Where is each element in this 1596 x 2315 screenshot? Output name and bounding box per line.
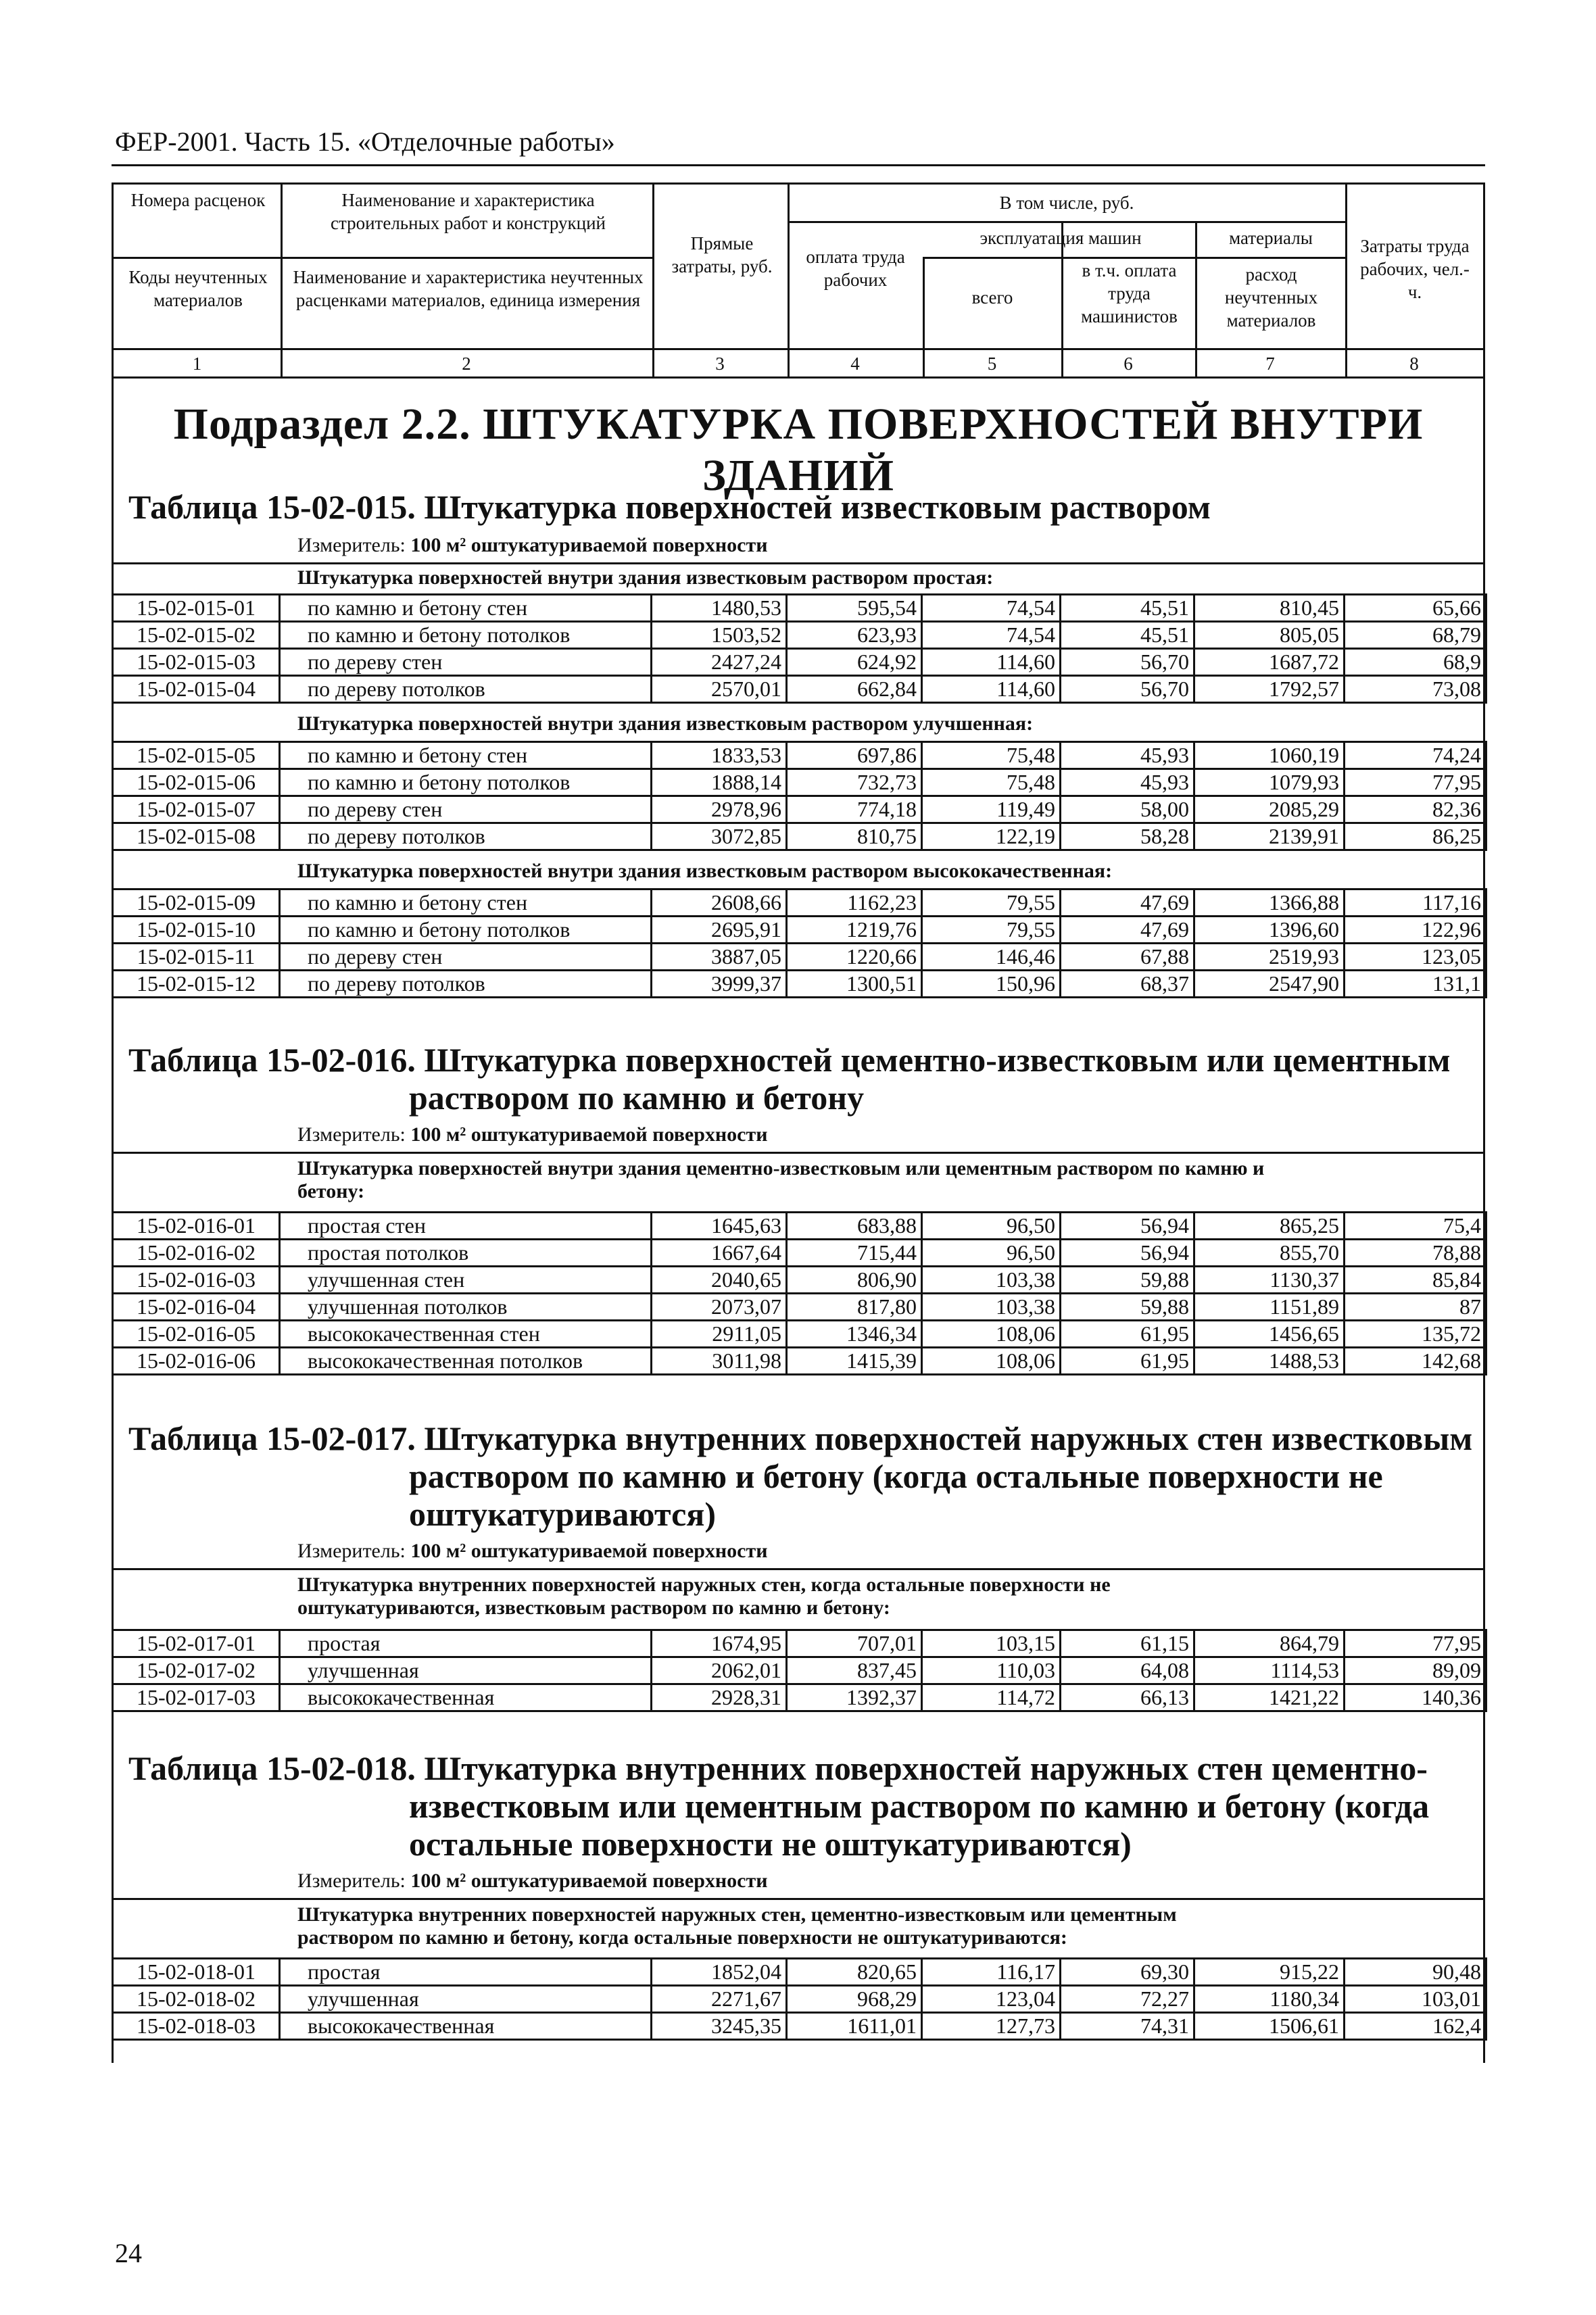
measure-rule <box>112 562 1485 564</box>
rate-code-cell: 15-02-016-01 <box>113 1213 280 1240</box>
direct-costs-cell: 2271,67 <box>652 1986 787 2013</box>
work-name-cell: высококачественная потолков <box>280 1348 652 1375</box>
direct-costs-cell: 2608,66 <box>652 890 787 917</box>
table-title-cont: раствором по камню и бетону (когда остальные поверхности не <box>409 1457 1383 1495</box>
machines-total-cell: 103,38 <box>922 1294 1061 1321</box>
materials-cost-cell: 864,79 <box>1194 1630 1345 1657</box>
subsection-title: Подраздел 2.2. ШТУКАТУРКА ПОВЕРХНОСТЕЙ ВНУТРИ ЗДАНИЙ <box>173 399 1424 500</box>
labor-hours-cell: 122,96 <box>1345 917 1486 944</box>
hdr-material-codes: Коды неучтенных материалов <box>128 267 268 310</box>
rate-code-cell: 15-02-016-04 <box>113 1294 280 1321</box>
operator-pay-cell: 47,69 <box>1061 890 1194 917</box>
rate-code-cell: 15-02-015-12 <box>113 971 280 998</box>
rate-code-cell: 15-02-017-02 <box>113 1657 280 1684</box>
hdr-machine-operation: эксплуатация машин <box>980 228 1142 248</box>
table-row <box>113 917 1486 944</box>
direct-costs-cell: 3011,98 <box>652 1348 787 1375</box>
work-name-cell: улучшенная стен <box>280 1267 652 1294</box>
operator-pay-cell: 58,28 <box>1061 823 1194 850</box>
worker-pay-cell: 662,84 <box>787 676 922 703</box>
direct-costs-cell: 3999,37 <box>652 971 787 998</box>
work-name-cell: по камню и бетону потолков <box>280 622 652 649</box>
measure-unit: 100 м² оштукатуриваемой поверхности <box>410 1870 768 1892</box>
measure-prefix: Измеритель: <box>297 1123 411 1146</box>
work-name-cell: по камню и бетону стен <box>280 890 652 917</box>
worker-pay-cell: 707,01 <box>787 1630 922 1657</box>
materials-cost-cell: 1792,57 <box>1194 676 1345 703</box>
worker-pay-cell: 732,73 <box>787 769 922 796</box>
work-name-cell: улучшенная <box>280 1657 652 1684</box>
machines-total-cell: 79,55 <box>922 890 1061 917</box>
measure-rule <box>112 1152 1485 1154</box>
table-row <box>113 1213 1486 1240</box>
table-row <box>113 796 1486 823</box>
direct-costs-cell: 2570,01 <box>652 676 787 703</box>
hdr-worker-pay: оплата труда рабочих <box>806 247 905 290</box>
labor-hours-cell: 85,84 <box>1345 1267 1486 1294</box>
table-row <box>113 1684 1486 1711</box>
hdr-operator-pay: в т.ч. оплата труда машинистов <box>1081 260 1178 326</box>
direct-costs-cell: 1833,53 <box>652 742 787 769</box>
direct-costs-cell: 2978,96 <box>652 796 787 823</box>
operator-pay-cell: 61,15 <box>1061 1630 1194 1657</box>
hdr-rule <box>788 221 1345 223</box>
labor-hours-cell: 135,72 <box>1345 1321 1486 1348</box>
page-number: 24 <box>115 2238 142 2268</box>
materials-cost-cell: 1180,34 <box>1194 1986 1345 2013</box>
work-name-cell: простая <box>280 1959 652 1986</box>
labor-hours-cell: 77,95 <box>1345 769 1486 796</box>
materials-cost-cell: 1151,89 <box>1194 1294 1345 1321</box>
hdr-rule <box>114 257 652 259</box>
hdr-materials-consumption: расход неучтенных материалов <box>1224 264 1318 331</box>
table-row <box>113 1240 1486 1267</box>
hdr-col-num: 6 <box>1123 354 1133 374</box>
materials-cost-cell: 1396,60 <box>1194 917 1345 944</box>
running-head-rule <box>112 164 1485 166</box>
table-title-cont: остальные поверхности не оштукатуриваются) <box>409 1825 1132 1863</box>
hdr-col-num: 3 <box>715 354 725 374</box>
direct-costs-cell: 1667,64 <box>652 1240 787 1267</box>
operator-pay-cell: 61,95 <box>1061 1348 1194 1375</box>
materials-cost-cell: 2519,93 <box>1194 944 1345 971</box>
table-row <box>113 769 1486 796</box>
measure-prefix: Измеритель: <box>297 1870 411 1892</box>
machines-total-cell: 96,50 <box>922 1213 1061 1240</box>
machines-total-cell: 114,60 <box>922 649 1061 676</box>
worker-pay-cell: 715,44 <box>787 1240 922 1267</box>
machines-total-cell: 123,04 <box>922 1986 1061 2013</box>
hdr-col-num: 1 <box>192 354 202 374</box>
operator-pay-cell: 72,27 <box>1061 1986 1194 2013</box>
direct-costs-cell: 3245,35 <box>652 2013 787 2040</box>
machines-total-cell: 108,06 <box>922 1348 1061 1375</box>
table-row <box>113 1348 1486 1375</box>
measure-line <box>297 534 768 557</box>
direct-costs-cell: 2062,01 <box>652 1657 787 1684</box>
work-name-cell: по дереву потолков <box>280 823 652 850</box>
worker-pay-cell: 1392,37 <box>787 1684 922 1711</box>
rates-table <box>112 741 1487 851</box>
hdr-col-num: 5 <box>987 354 997 374</box>
measure-line <box>297 1540 768 1563</box>
direct-costs-cell: 2427,24 <box>652 649 787 676</box>
labor-hours-cell: 103,01 <box>1345 1986 1486 2013</box>
table-row <box>113 1657 1486 1684</box>
machines-total-cell: 119,49 <box>922 796 1061 823</box>
materials-cost-cell: 855,70 <box>1194 1240 1345 1267</box>
direct-costs-cell: 1480,53 <box>652 595 787 622</box>
table-row <box>113 1294 1486 1321</box>
worker-pay-cell: 968,29 <box>787 1986 922 2013</box>
materials-cost-cell: 915,22 <box>1194 1959 1345 1986</box>
operator-pay-cell: 69,30 <box>1061 1959 1194 1986</box>
operator-pay-cell: 56,70 <box>1061 649 1194 676</box>
labor-hours-cell: 68,79 <box>1345 622 1486 649</box>
rate-code-cell: 15-02-018-02 <box>113 1986 280 2013</box>
operator-pay-cell: 45,93 <box>1061 742 1194 769</box>
group-heading: Штукатурка поверхностей внутри здания известковым раствором улучшенная: <box>297 712 1034 735</box>
measure-unit: 100 м² оштукатуриваемой поверхности <box>410 1540 768 1562</box>
direct-costs-cell: 2911,05 <box>652 1321 787 1348</box>
work-name-cell: по дереву стен <box>280 796 652 823</box>
table-row <box>113 971 1486 998</box>
materials-cost-cell: 2139,91 <box>1194 823 1345 850</box>
hdr-rule <box>1195 257 1345 259</box>
machines-total-cell: 114,60 <box>922 676 1061 703</box>
hdr-labor-costs: Затраты труда рабочих, чел.-ч. <box>1360 236 1470 302</box>
labor-hours-cell: 74,24 <box>1345 742 1486 769</box>
rates-table <box>112 888 1487 998</box>
rate-code-cell: 15-02-018-01 <box>113 1959 280 1986</box>
operator-pay-cell: 56,70 <box>1061 676 1194 703</box>
machines-total-cell: 127,73 <box>922 2013 1061 2040</box>
table-row <box>113 595 1486 622</box>
materials-cost-cell: 1488,53 <box>1194 1348 1345 1375</box>
work-name-cell: по камню и бетону стен <box>280 595 652 622</box>
work-name-cell: по дереву потолков <box>280 676 652 703</box>
labor-hours-cell: 82,36 <box>1345 796 1486 823</box>
rate-code-cell: 15-02-015-07 <box>113 796 280 823</box>
direct-costs-cell: 1645,63 <box>652 1213 787 1240</box>
table-row <box>113 823 1486 850</box>
table-title: Таблица 15-02-015. Штукатурка поверхностей известковым раствором <box>128 488 1211 526</box>
table-row <box>113 1959 1486 1986</box>
labor-hours-cell: 73,08 <box>1345 676 1486 703</box>
worker-pay-cell: 774,18 <box>787 796 922 823</box>
materials-cost-cell: 805,05 <box>1194 622 1345 649</box>
operator-pay-cell: 58,00 <box>1061 796 1194 823</box>
hdr-work-name: Наименование и характеристика строительных работ и конструкций <box>330 190 606 233</box>
worker-pay-cell: 1220,66 <box>787 944 922 971</box>
machines-total-cell: 75,48 <box>922 769 1061 796</box>
machines-total-cell: 79,55 <box>922 917 1061 944</box>
operator-pay-cell: 66,13 <box>1061 1684 1194 1711</box>
rates-table <box>112 593 1487 704</box>
rate-code-cell: 15-02-018-03 <box>113 2013 280 2040</box>
hdr-col-num: 7 <box>1265 354 1275 374</box>
labor-hours-cell: 75,4 <box>1345 1213 1486 1240</box>
machines-total-cell: 103,38 <box>922 1267 1061 1294</box>
hdr-col-num: 4 <box>850 354 860 374</box>
table-title-cont: раствором по камню и бетону <box>409 1079 865 1117</box>
work-name-cell: высококачественная <box>280 2013 652 2040</box>
rate-code-cell: 15-02-015-06 <box>113 769 280 796</box>
rate-code-cell: 15-02-015-10 <box>113 917 280 944</box>
table-row <box>113 649 1486 676</box>
machines-total-cell: 110,03 <box>922 1657 1061 1684</box>
labor-hours-cell: 90,48 <box>1345 1959 1486 1986</box>
direct-costs-cell: 1888,14 <box>652 769 787 796</box>
rate-code-cell: 15-02-016-02 <box>113 1240 280 1267</box>
machines-total-cell: 103,15 <box>922 1630 1061 1657</box>
labor-hours-cell: 77,95 <box>1345 1630 1486 1657</box>
worker-pay-cell: 683,88 <box>787 1213 922 1240</box>
operator-pay-cell: 56,94 <box>1061 1213 1194 1240</box>
materials-cost-cell: 1506,61 <box>1194 2013 1345 2040</box>
labor-hours-cell: 89,09 <box>1345 1657 1486 1684</box>
machines-total-cell: 146,46 <box>922 944 1061 971</box>
materials-cost-cell: 1687,72 <box>1194 649 1345 676</box>
hdr-machines-total: всего <box>971 287 1013 308</box>
group-heading: Штукатурка поверхностей внутри здания известковым раствором высококачественная: <box>297 860 1113 882</box>
hdr-col-num: 2 <box>462 354 471 374</box>
materials-cost-cell: 1130,37 <box>1194 1267 1345 1294</box>
direct-costs-cell: 3072,85 <box>652 823 787 850</box>
measure-unit: 100 м² оштукатуриваемой поверхности <box>410 534 768 556</box>
table-row <box>113 2013 1486 2040</box>
labor-hours-cell: 65,66 <box>1345 595 1486 622</box>
direct-costs-cell: 1503,52 <box>652 622 787 649</box>
measure-line <box>297 1870 768 1893</box>
worker-pay-cell: 1611,01 <box>787 2013 922 2040</box>
running-head: ФЕР-2001. Часть 15. «Отделочные работы» <box>115 126 615 157</box>
direct-costs-cell: 2040,65 <box>652 1267 787 1294</box>
table-row <box>113 1986 1486 2013</box>
work-name-cell: улучшенная потолков <box>280 1294 652 1321</box>
measure-prefix: Измеритель: <box>297 534 411 556</box>
operator-pay-cell: 59,88 <box>1061 1267 1194 1294</box>
table-row <box>113 890 1486 917</box>
measure-line <box>297 1123 768 1146</box>
rate-code-cell: 15-02-016-03 <box>113 1267 280 1294</box>
worker-pay-cell: 1219,76 <box>787 917 922 944</box>
rate-code-cell: 15-02-015-05 <box>113 742 280 769</box>
table-title: Таблица 15-02-018. Штукатурка внутренних поверхностей наружных стен цементно- <box>128 1749 1428 1787</box>
labor-hours-cell: 68,9 <box>1345 649 1486 676</box>
hdr-direct-costs: Прямые затраты, руб. <box>671 233 773 276</box>
materials-cost-cell: 2547,90 <box>1194 971 1345 998</box>
table-row <box>113 1267 1486 1294</box>
labor-hours-cell: 117,16 <box>1345 890 1486 917</box>
group-heading-line: бетону: <box>297 1180 365 1202</box>
machines-total-cell: 74,54 <box>922 595 1061 622</box>
table-row <box>113 1321 1486 1348</box>
hdr-rate-numbers: Номера расценок <box>130 190 266 210</box>
labor-hours-cell: 87 <box>1345 1294 1486 1321</box>
worker-pay-cell: 697,86 <box>787 742 922 769</box>
machines-total-cell: 122,19 <box>922 823 1061 850</box>
rate-code-cell: 15-02-015-02 <box>113 622 280 649</box>
worker-pay-cell: 624,92 <box>787 649 922 676</box>
materials-cost-cell: 1079,93 <box>1194 769 1345 796</box>
worker-pay-cell: 817,80 <box>787 1294 922 1321</box>
worker-pay-cell: 810,75 <box>787 823 922 850</box>
operator-pay-cell: 45,51 <box>1061 595 1194 622</box>
rate-code-cell: 15-02-016-06 <box>113 1348 280 1375</box>
table-title-cont: известковым или цементным раствором по камню и бетону (когда <box>409 1787 1430 1825</box>
worker-pay-cell: 595,54 <box>787 595 922 622</box>
operator-pay-cell: 56,94 <box>1061 1240 1194 1267</box>
labor-hours-cell: 131,1 <box>1345 971 1486 998</box>
work-name-cell: по дереву стен <box>280 944 652 971</box>
table-row <box>113 676 1486 703</box>
work-name-cell: улучшенная <box>280 1986 652 2013</box>
rate-code-cell: 15-02-015-01 <box>113 595 280 622</box>
materials-cost-cell: 1456,65 <box>1194 1321 1345 1348</box>
materials-cost-cell: 1060,19 <box>1194 742 1345 769</box>
worker-pay-cell: 623,93 <box>787 622 922 649</box>
hdr-col-num: 8 <box>1409 354 1419 374</box>
direct-costs-cell: 1674,95 <box>652 1630 787 1657</box>
group-heading-line: раствором по камню и бетону, когда остальные поверхности не оштукатуриваются: <box>297 1926 1067 1949</box>
table-row <box>113 622 1486 649</box>
rates-table <box>112 1629 1487 1712</box>
work-name-cell: по камню и бетону стен <box>280 742 652 769</box>
column-header <box>112 182 1485 379</box>
machines-total-cell: 114,72 <box>922 1684 1061 1711</box>
measure-rule <box>112 1898 1485 1900</box>
direct-costs-cell: 2928,31 <box>652 1684 787 1711</box>
worker-pay-cell: 806,90 <box>787 1267 922 1294</box>
machines-total-cell: 150,96 <box>922 971 1061 998</box>
work-name-cell: по камню и бетону потолков <box>280 769 652 796</box>
direct-costs-cell: 1852,04 <box>652 1959 787 1986</box>
operator-pay-cell: 68,37 <box>1061 971 1194 998</box>
measure-rule <box>112 1568 1485 1570</box>
labor-hours-cell: 142,68 <box>1345 1348 1486 1375</box>
direct-costs-cell: 2695,91 <box>652 917 787 944</box>
worker-pay-cell: 820,65 <box>787 1959 922 1986</box>
rate-code-cell: 15-02-015-11 <box>113 944 280 971</box>
table-title: Таблица 15-02-017. Штукатурка внутренних поверхностей наружных стен известковым <box>128 1419 1473 1457</box>
worker-pay-cell: 837,45 <box>787 1657 922 1684</box>
operator-pay-cell: 74,31 <box>1061 2013 1194 2040</box>
labor-hours-cell: 123,05 <box>1345 944 1486 971</box>
operator-pay-cell: 64,08 <box>1061 1657 1194 1684</box>
worker-pay-cell: 1162,23 <box>787 890 922 917</box>
machines-total-cell: 108,06 <box>922 1321 1061 1348</box>
group-heading: Штукатурка поверхностей внутри здания известковым раствором простая: <box>297 566 994 589</box>
rate-code-cell: 15-02-017-01 <box>113 1630 280 1657</box>
materials-cost-cell: 1421,22 <box>1194 1684 1345 1711</box>
operator-pay-cell: 45,51 <box>1061 622 1194 649</box>
direct-costs-cell: 3887,05 <box>652 944 787 971</box>
direct-costs-cell: 2073,07 <box>652 1294 787 1321</box>
work-name-cell: простая <box>280 1630 652 1657</box>
materials-cost-cell: 1366,88 <box>1194 890 1345 917</box>
rate-code-cell: 15-02-015-09 <box>113 890 280 917</box>
table-row <box>113 944 1486 971</box>
worker-pay-cell: 1415,39 <box>787 1348 922 1375</box>
work-name-cell: простая потолков <box>280 1240 652 1267</box>
operator-pay-cell: 45,93 <box>1061 769 1194 796</box>
group-heading-line: Штукатурка поверхностей внутри здания цементно-известковым или цементным раствором по камню и <box>297 1157 1265 1179</box>
labor-hours-cell: 162,4 <box>1345 2013 1486 2040</box>
table-row <box>113 742 1486 769</box>
table-title-cont: оштукатуриваются) <box>409 1495 717 1533</box>
machines-total-cell: 96,50 <box>922 1240 1061 1267</box>
machines-total-cell: 74,54 <box>922 622 1061 649</box>
work-name-cell: высококачественная <box>280 1684 652 1711</box>
group-heading-line: Штукатурка внутренних поверхностей наружных стен, цементно-известковым или цементным <box>297 1903 1177 1926</box>
labor-hours-cell: 86,25 <box>1345 823 1486 850</box>
materials-cost-cell: 810,45 <box>1194 595 1345 622</box>
worker-pay-cell: 1300,51 <box>787 971 922 998</box>
hdr-materials: материалы <box>1229 228 1313 248</box>
table-row <box>113 1630 1486 1657</box>
operator-pay-cell: 61,95 <box>1061 1321 1194 1348</box>
hdr-rule <box>114 348 1483 350</box>
work-name-cell: высококачественная стен <box>280 1321 652 1348</box>
rates-table <box>112 1211 1487 1375</box>
work-name-cell: по камню и бетону потолков <box>280 917 652 944</box>
rate-code-cell: 15-02-015-08 <box>113 823 280 850</box>
operator-pay-cell: 67,88 <box>1061 944 1194 971</box>
group-heading-line: Штукатурка внутренних поверхностей наружных стен, когда остальные поверхности не <box>297 1574 1111 1596</box>
rate-code-cell: 15-02-015-03 <box>113 649 280 676</box>
machines-total-cell: 75,48 <box>922 742 1061 769</box>
group-heading <box>297 1574 1474 1619</box>
group-heading <box>297 1157 1474 1203</box>
hdr-including: В том числе, руб. <box>999 193 1134 213</box>
worker-pay-cell: 1346,34 <box>787 1321 922 1348</box>
work-name-cell: по дереву стен <box>280 649 652 676</box>
labor-hours-cell: 78,88 <box>1345 1240 1486 1267</box>
rate-code-cell: 15-02-015-04 <box>113 676 280 703</box>
rates-table <box>112 1957 1487 2041</box>
group-heading-line: оштукатуриваются, известковым раствором по камню и бетону: <box>297 1597 890 1619</box>
work-name-cell: простая стен <box>280 1213 652 1240</box>
group-heading <box>297 1903 1474 1949</box>
rate-code-cell: 15-02-017-03 <box>113 1684 280 1711</box>
materials-cost-cell: 865,25 <box>1194 1213 1345 1240</box>
materials-cost-cell: 2085,29 <box>1194 796 1345 823</box>
hdr-material-name: Наименование и характеристика неучтенных расценками материалов, единица измерения <box>293 267 644 310</box>
materials-cost-cell: 1114,53 <box>1194 1657 1345 1684</box>
labor-hours-cell: 140,36 <box>1345 1684 1486 1711</box>
operator-pay-cell: 47,69 <box>1061 917 1194 944</box>
work-name-cell: по дереву потолков <box>280 971 652 998</box>
operator-pay-cell: 59,88 <box>1061 1294 1194 1321</box>
machines-total-cell: 116,17 <box>922 1959 1061 1986</box>
rate-code-cell: 15-02-016-05 <box>113 1321 280 1348</box>
measure-prefix: Измеритель: <box>297 1540 411 1562</box>
measure-unit: 100 м² оштукатуриваемой поверхности <box>410 1123 768 1146</box>
table-title: Таблица 15-02-016. Штукатурка поверхностей цементно-известковым или цементным <box>128 1041 1451 1079</box>
